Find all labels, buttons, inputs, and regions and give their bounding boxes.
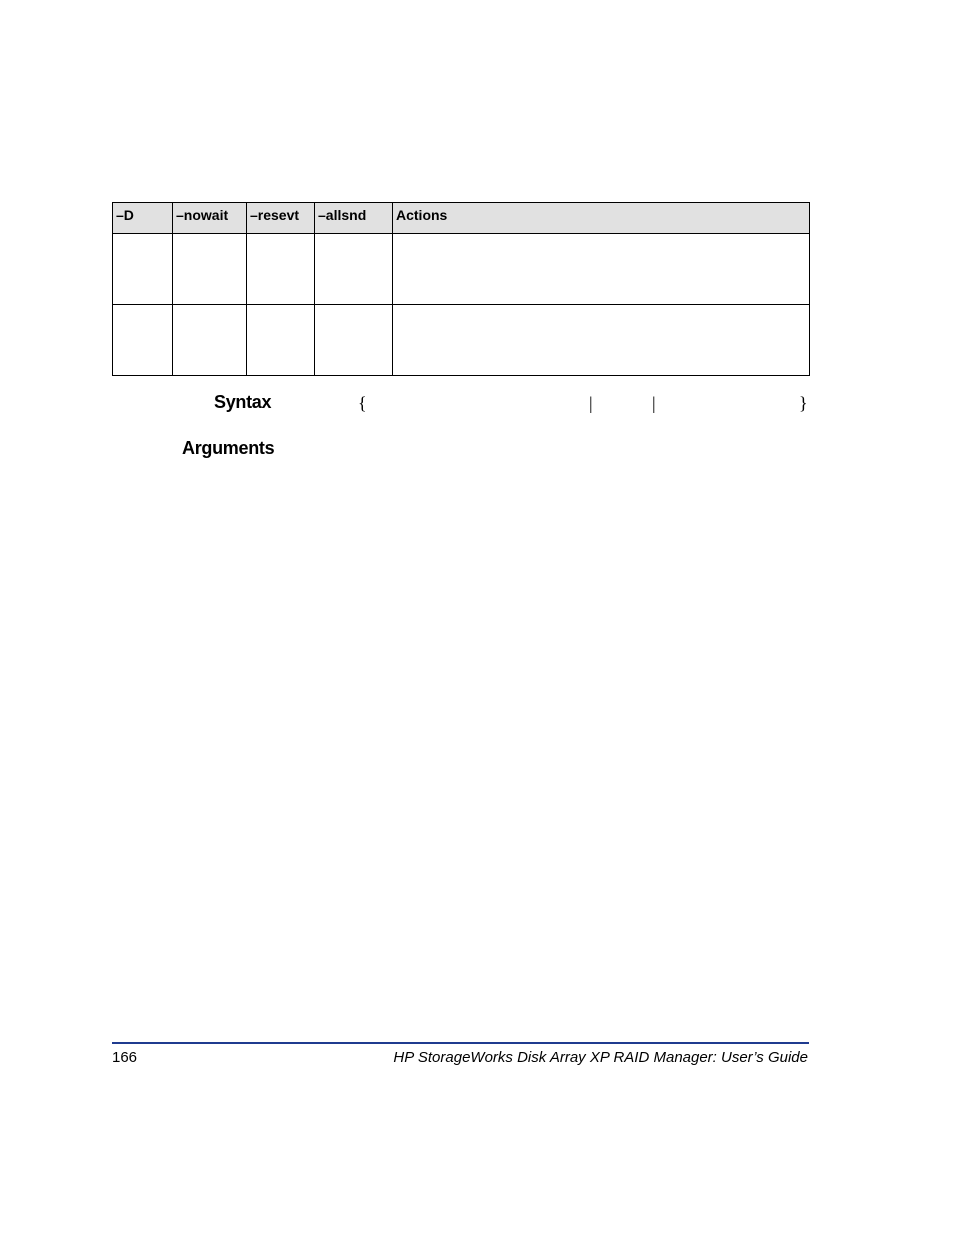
table-cell bbox=[393, 305, 810, 376]
table-cell bbox=[247, 234, 315, 305]
header-allsnd: –allsnd bbox=[315, 203, 393, 234]
page-number: 166 bbox=[112, 1049, 138, 1066]
table-header-row bbox=[113, 203, 810, 234]
header-nowait: –nowait bbox=[173, 203, 247, 234]
syntax-open-brace: { bbox=[358, 393, 367, 413]
syntax-close-brace: } bbox=[799, 393, 808, 413]
syntax-separator: | bbox=[589, 393, 593, 413]
arguments-heading: Arguments bbox=[182, 438, 275, 458]
table-cell bbox=[393, 234, 810, 305]
syntax-separator: | bbox=[652, 393, 656, 413]
header-d: –D bbox=[113, 203, 173, 234]
header-actions: Actions bbox=[393, 203, 810, 234]
table-row bbox=[113, 234, 810, 305]
footer-divider bbox=[112, 1042, 809, 1044]
table-cell bbox=[173, 234, 247, 305]
table-cell bbox=[315, 305, 393, 376]
syntax-heading: Syntax bbox=[214, 392, 272, 412]
table-cell bbox=[315, 234, 393, 305]
footer-document-title: HP StorageWorks Disk Array XP RAID Manager: User’s Guide bbox=[393, 1049, 808, 1066]
table-cell bbox=[247, 305, 315, 376]
table-cell bbox=[173, 305, 247, 376]
header-resevt: –resevt bbox=[247, 203, 315, 234]
table-cell bbox=[113, 234, 173, 305]
options-table bbox=[112, 202, 810, 376]
table-cell bbox=[113, 305, 173, 376]
table-row bbox=[113, 305, 810, 376]
